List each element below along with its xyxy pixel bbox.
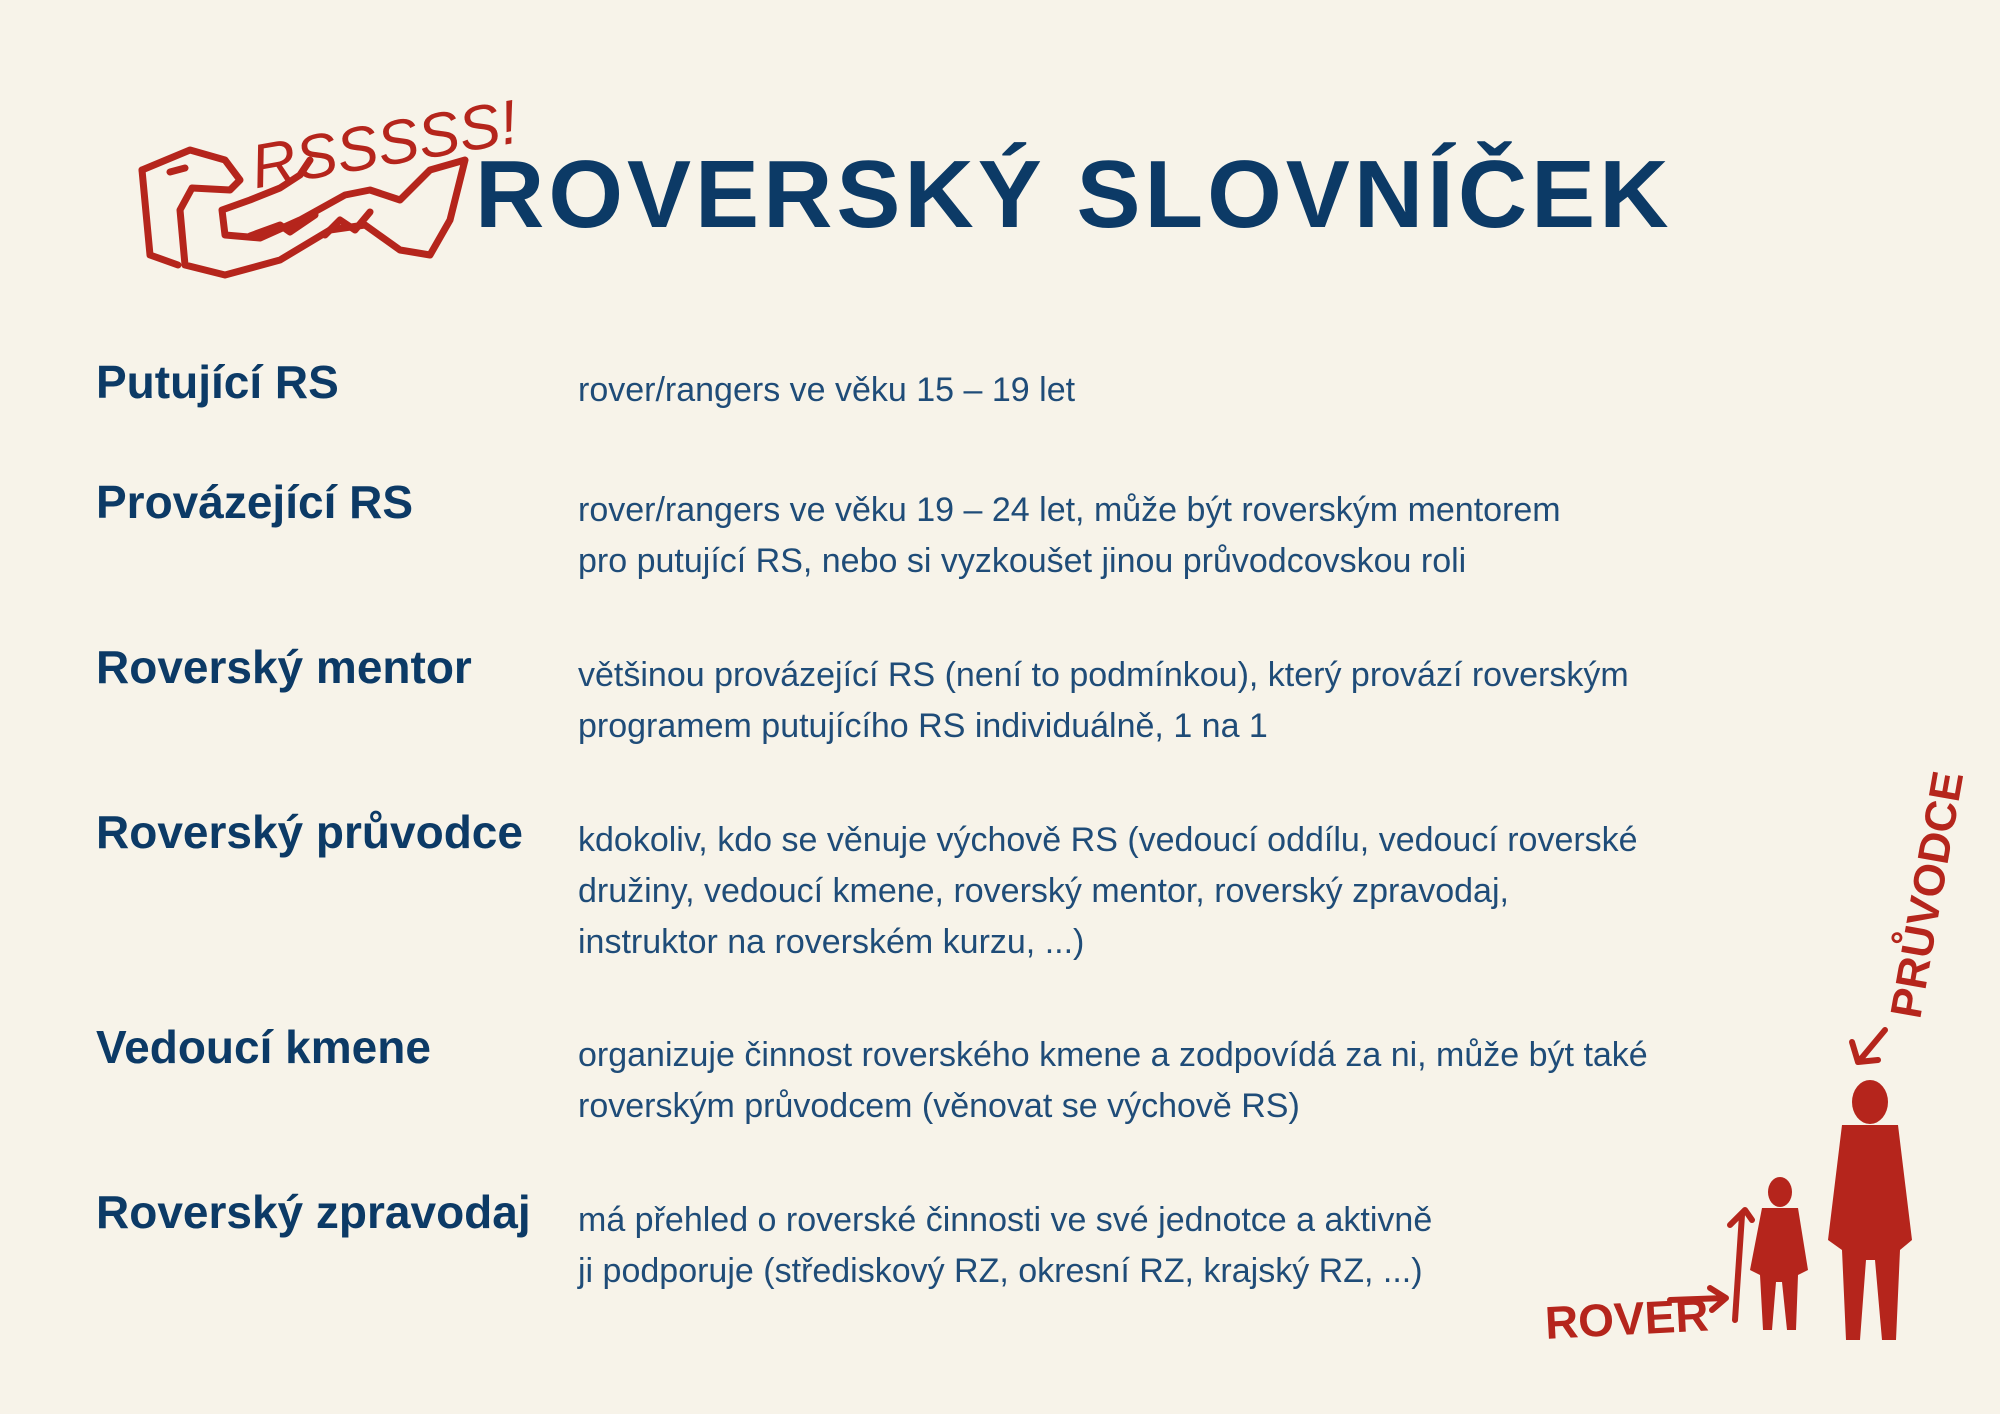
glossary-term: Vedoucí kmene [96,1021,431,1073]
page-title: ROVERSKÝ SLOVNÍČEK [475,141,1673,248]
glossary-term: Roverský mentor [96,641,472,693]
rover-label: ROVER [1543,1288,1710,1349]
glossary-term: Roverský průvodce [96,806,523,858]
glossary-definition: organizuje činnost roverského kmene a zodpovídá za ni, může být také roverským průvodcem (věnovat se výchově RS) [578,1036,1648,1125]
glossary-definition: rover/rangers ve věku 19 – 24 let, může být roverským mentorem pro putující RS, nebo si vyzkoušet jinou průvodcovskou roli [578,491,1561,580]
glossary-definition: má přehled o roverské činnosti ve své jednotce a aktivně ji podporuje (střediskový RZ, okresní RZ, krajský RZ, ...) [578,1201,1433,1290]
rover-guide-illustration [1530,767,1974,1380]
glossary-definition: kdokoliv, kdo se věnuje výchově RS (vedoucí oddílu, vedoucí roverské družiny, vedoucí kmene, roverský mentor, roverský zpravodaj, instruktor na roverském kurzu, ...) [578,821,1638,961]
glossary-term: Putující RS [96,356,339,408]
glossary-term: Provázející RS [96,476,414,528]
glossary-definition: rover/rangers ve věku 15 – 19 let [578,371,1076,409]
glossary-term: Roverský zpravodaj [96,1186,531,1238]
snake-shout-text: RSSSSS! [246,87,523,203]
guide-label: PRŮVODCE [1881,767,1974,1022]
snake-illustration [130,60,523,300]
glossary-definition: většinou provázející RS (není to podmínkou), který provází roverským programem putujícího RS individuálně, 1 na 1 [578,656,1629,745]
